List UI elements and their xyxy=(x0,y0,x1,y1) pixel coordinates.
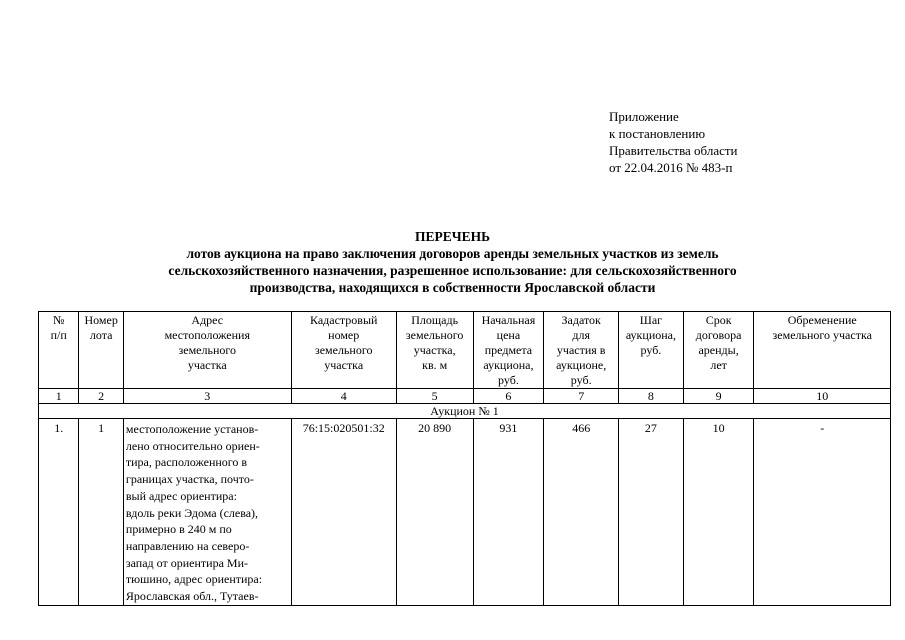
header-cell-term: Срок договора аренды, лет xyxy=(683,312,754,389)
cell-area: 20 890 xyxy=(396,419,473,606)
column-number: 4 xyxy=(291,389,396,404)
column-number: 6 xyxy=(473,389,544,404)
document-title xyxy=(0,228,905,296)
title-line: сельскохозяйственного назначения, разрешенное использование: для сельскохозяйственного xyxy=(168,263,737,278)
address-line: запад от ориентира Ми- xyxy=(125,555,248,570)
cell-deposit: 466 xyxy=(544,419,619,606)
header-cell-encumbrance: Обременение земельного участка xyxy=(754,312,891,389)
table-row xyxy=(39,419,891,606)
auction-label: Аукцион № 1 xyxy=(39,404,891,419)
appendix-block xyxy=(609,108,738,176)
lots-table xyxy=(38,311,891,606)
header-cell-address: Адрес местоположения земельного участка xyxy=(123,312,291,389)
header-row xyxy=(39,312,891,389)
appendix-line: Правительства области xyxy=(609,143,738,158)
address-line: вый адрес ориентира: xyxy=(125,488,237,503)
column-numbers-row xyxy=(39,389,891,404)
address-line: лено относительно ориен- xyxy=(125,438,260,453)
address-line: тира, расположенного в xyxy=(125,455,248,470)
address-line: границах участка, почто- xyxy=(125,472,254,487)
cell-lot: 1 xyxy=(79,419,123,606)
address-line: тюшино, адрес ориентира: xyxy=(125,572,263,587)
header-cell-index: № п/п xyxy=(39,312,79,389)
title-line: лотов аукциона на право заключения договоров аренды земельных участков из земель xyxy=(186,246,719,261)
address-line: примерно в 240 м по xyxy=(125,522,232,537)
cell-index: 1. xyxy=(39,419,79,606)
header-cell-cadastral: Кадастровый номер земельного участка xyxy=(291,312,396,389)
column-number: 8 xyxy=(619,389,684,404)
appendix-line: от 22.04.2016 № 483-п xyxy=(609,160,733,175)
header-cell-lot: Номер лота xyxy=(79,312,123,389)
column-number: 9 xyxy=(683,389,754,404)
cell-term: 10 xyxy=(683,419,754,606)
auction-section-row xyxy=(39,404,891,419)
title-heading: ПЕРЕЧЕНЬ xyxy=(414,229,491,244)
column-number: 10 xyxy=(754,389,891,404)
cell-start-price: 931 xyxy=(473,419,544,606)
title-line: производства, находящихся в собственности Ярославской области xyxy=(249,280,656,295)
appendix-line: к постановлению xyxy=(609,126,706,141)
column-number: 2 xyxy=(79,389,123,404)
cell-step: 27 xyxy=(619,419,684,606)
column-number: 5 xyxy=(396,389,473,404)
address-line: вдоль реки Эдома (слева), xyxy=(125,505,259,520)
cell-cadastral: 76:15:020501:32 xyxy=(291,419,396,606)
column-number: 7 xyxy=(544,389,619,404)
header-cell-deposit: Задаток для участия в аукционе, руб. xyxy=(544,312,619,389)
address-line: местоположение установ- xyxy=(125,422,259,436)
header-cell-area: Площадь земельного участка, кв. м xyxy=(396,312,473,389)
column-number: 1 xyxy=(39,389,79,404)
address-line: Ярославская обл., Тутаев- xyxy=(125,589,259,604)
cell-encumbrance: - xyxy=(754,419,891,606)
cell-address xyxy=(123,419,291,606)
header-cell-start-price: Начальная цена предмета аукциона, руб. xyxy=(473,312,544,389)
column-number: 3 xyxy=(123,389,291,404)
address-line: направлению на северо- xyxy=(125,538,250,553)
appendix-line: Приложение xyxy=(609,109,679,124)
header-cell-step: Шаг аукциона, руб. xyxy=(619,312,684,389)
